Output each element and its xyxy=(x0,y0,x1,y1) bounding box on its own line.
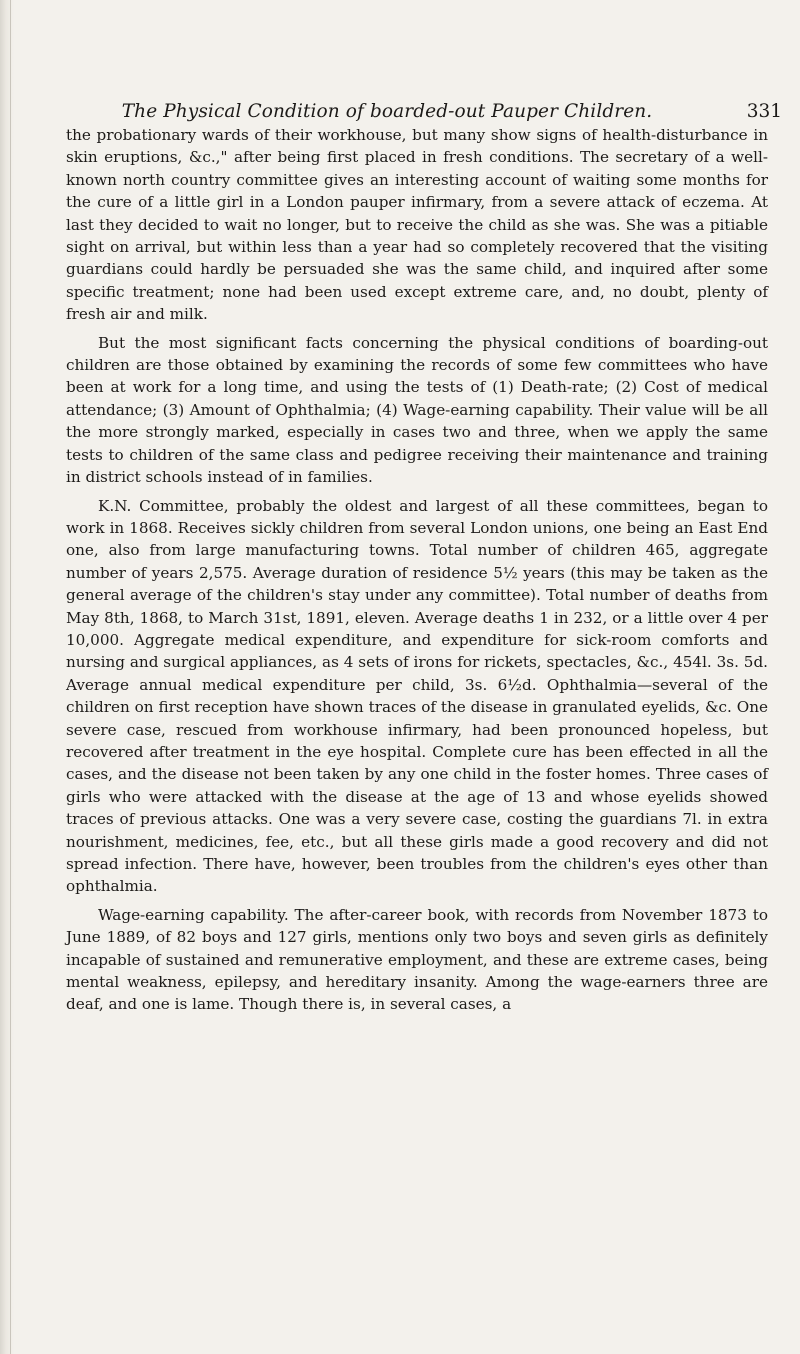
paragraph-kn-committee: K.N. Committee, probably the oldest and largest of all these committees, began to work in 1868. Receives sickly children from several London unions, one being an East End one, also from large manufacturing towns. Total number of children 465, aggregate number of years 2,575. Average duration of residence 5½ years (this may be taken as the general average of the children's stay under any committee). Total number of deaths from May 8th, 1868, to March 31st, 1891, eleven. Average deaths 1 in 232, or a little over 4 per 10,000. Aggregate medical expenditure, and expenditure for sick-room comforts and nursing and surgical appliances, as 4 sets of irons for rickets, spectacles, &c., 454l. 3s. 5d. Average annual medical expenditure per child, 3s. 6½d. Ophthalmia—several of the children on first reception have shown traces of the disease in granulated eyelids, &c. One severe case, rescued from workhouse infirmary, had been pronounced hopeless, but recovered after treatment in the eye hospital. Complete cure has been effected in all the cases, and the disease not been taken by any one child in the foster homes. Three cases of girls who were attacked with the disease at the age of 13 and whose eyelids showed traces of previous attacks. One was a very severe case, costing the guardians 7l. in extra nourishment, medicines, fee, etc., but all these girls made a good recovery and did not spread infection. There have, however, been troubles from the children's eyes other than ophthalmia. xyxy=(66,496,768,896)
running-title: The Physical Condition of boarded-out Pauper Children. xyxy=(121,101,653,122)
body-text xyxy=(66,124,768,1016)
paragraph-significant-facts: But the most significant facts concerning the physical conditions of boarding-out children are those obtained by examining the records of some few committees who have been at work for a long time, and using the tests of (1) Death-rate; (2) Cost of medical attendance; (3) Amount of Ophthalmia; (4) Wage-earning capability. Their value will be all the more strongly marked, especially in cases two and three, when we apply the same tests to children of the same class and pedigree receiving their maintenance and training in district schools instead of in families. xyxy=(66,333,768,487)
paragraph-wage-earning: Wage-earning capability. The after-career book, with records from November 1873 to June 1889, of 82 boys and 127 girls, mentions only two boys and seven girls as definitely incapable of sustained and remunerative employment, and these are extreme cases, being mental weakness, epilepsy, and hereditary insanity. Among the wage-earners three are deaf, and one is lame. Though there is, in several cases, a xyxy=(66,905,768,1014)
paragraph-continuation: the probationary wards of their workhouse, but many show signs of health-disturbance in skin eruptions, &c.," after being first placed in fresh conditions. The secretary of a well-known north country committee gives an interesting account of waiting some months for the cure of a little girl in a London pauper infirmary, from a severe attack of eczema. At last they decided to wait no longer, but to receive the child as she was. She was a pitiable sight on arrival, but within less than a year had so completely recovered that the visiting guardians could hardly be persuaded she was the same child, and inquired after some specific treatment; none had been used except extreme care, and, no doubt, plenty of fresh air and milk. xyxy=(66,126,768,324)
page-gutter-edge xyxy=(10,0,11,1354)
page-number: 331 xyxy=(746,101,782,122)
